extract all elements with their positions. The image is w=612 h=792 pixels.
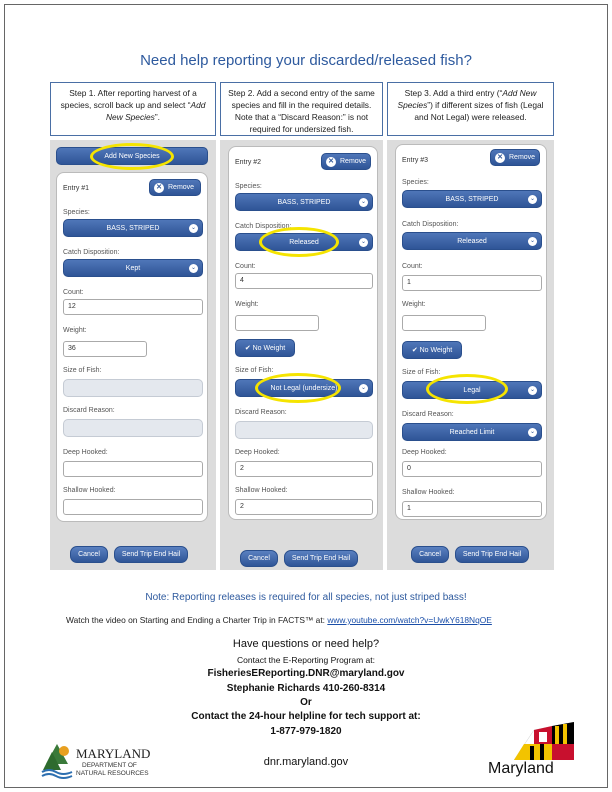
chevron-down-icon: ⌄ — [360, 385, 367, 391]
reason-select[interactable] — [235, 421, 373, 439]
entry-card-2 — [228, 146, 378, 520]
dnr-sub2: NATURAL RESOURCES — [76, 770, 149, 777]
weight-input[interactable] — [402, 315, 486, 331]
count-label: Count: — [402, 263, 423, 270]
cancel-button[interactable]: Cancel — [411, 546, 449, 563]
chevron-down-icon: ⌄ — [529, 238, 536, 244]
send-trip-end-hail-button[interactable]: Send Trip End Hail — [284, 550, 358, 567]
shallow-hooked-input[interactable]: 2 — [235, 499, 373, 515]
reason-label: Discard Reason: — [402, 411, 454, 418]
reason-label: Discard Reason: — [63, 407, 115, 414]
deep-hooked-label: Deep Hooked: — [235, 449, 280, 456]
contact-question: Have questions or need help? — [232, 638, 380, 650]
species-label: Species: — [63, 209, 90, 216]
dnr-name: MARYLAND — [76, 746, 151, 761]
chevron-down-icon: ⌄ — [529, 429, 536, 435]
highlight-released — [259, 227, 339, 257]
species-select[interactable]: BASS, STRIPED ⌄ — [235, 193, 373, 211]
contact-person: Stephanie Richards 410-260-8314 — [226, 683, 386, 694]
shallow-hooked-label: Shallow Hooked: — [402, 489, 455, 496]
deep-hooked-input[interactable] — [63, 461, 203, 477]
count-input[interactable]: 12 — [63, 299, 203, 315]
weight-label: Weight: — [235, 301, 259, 308]
disposition-label: Catch Disposition: — [402, 221, 459, 228]
highlight-legal — [426, 374, 508, 404]
close-icon: ✕ — [495, 153, 505, 163]
shallow-hooked-input[interactable] — [63, 499, 203, 515]
maryland-logo — [486, 722, 578, 782]
chevron-down-icon: ⌄ — [190, 265, 197, 271]
reason-select[interactable]: Reached Limit ⌄ — [402, 423, 542, 441]
video-link[interactable]: www.youtube.com/watch?v=UwkY618NqOE — [327, 615, 492, 625]
entry-card-3 — [395, 144, 547, 520]
entry-label: Entry #2 — [235, 159, 262, 166]
weight-label: Weight: — [402, 301, 426, 308]
step-2: Step 2. Add a second entry of the same species and fill in the required details. Note that a “Discard Reason:” is not required for undersized fish. — [220, 82, 383, 136]
deep-hooked-label: Deep Hooked: — [63, 449, 108, 456]
size-label: Size of Fish: — [235, 367, 274, 374]
screen-2 — [220, 140, 383, 570]
disposition-label: Catch Disposition: — [63, 249, 120, 256]
send-trip-end-hail-button[interactable]: Send Trip End Hail — [455, 546, 529, 563]
count-label: Count: — [63, 289, 84, 296]
no-weight-toggle[interactable]: ✔ No Weight — [235, 339, 295, 357]
reason-label: Discard Reason: — [235, 409, 287, 416]
helpline-line: Contact the 24-hour helpline for tech support at: — [191, 711, 421, 722]
maryland-flag-icon — [514, 722, 574, 760]
close-icon: ✕ — [154, 183, 164, 193]
size-label: Size of Fish: — [402, 369, 441, 376]
entry-label: Entry #3 — [402, 157, 429, 164]
contact-email[interactable]: FisheriesEReporting.DNR@maryland.gov — [207, 668, 405, 679]
size-select[interactable]: Not Legal (undersize) ⌄ — [235, 379, 373, 397]
size-select[interactable]: Legal ⌄ — [402, 381, 542, 399]
helpline-phone: 1-877-979-1820 — [270, 726, 342, 737]
species-select[interactable]: BASS, STRIPED ⌄ — [63, 219, 203, 237]
chevron-down-icon: ⌄ — [529, 196, 536, 202]
dnr-sub1: DEPARTMENT OF — [82, 762, 137, 769]
chevron-down-icon: ⌄ — [529, 387, 536, 393]
entry-card-1 — [56, 172, 208, 522]
cancel-button[interactable]: Cancel — [70, 546, 108, 563]
shallow-hooked-label: Shallow Hooked: — [235, 487, 288, 494]
count-label: Count: — [235, 263, 256, 270]
remove-button[interactable]: ✕ Remove — [321, 153, 371, 170]
screen-1 — [50, 140, 216, 570]
disposition-select[interactable]: Released ⌄ — [235, 233, 373, 251]
remove-button[interactable]: ✕ Remove — [149, 179, 201, 196]
website[interactable]: dnr.maryland.gov — [263, 756, 349, 768]
disposition-label: Catch Disposition: — [235, 223, 292, 230]
step-3: Step 3. Add a third entry (“Add New Species”) if different sizes of fish (Legal and Not Legal) were released. — [387, 82, 554, 136]
video-line: Watch the video on Starting and Ending a Charter Trip in FACTS™ at: www.youtube.com/watch?v=UwkY618NqOE — [66, 615, 492, 625]
cancel-button[interactable]: Cancel — [240, 550, 278, 567]
add-new-species-button[interactable]: Add New Species — [56, 147, 208, 165]
size-select[interactable] — [63, 379, 203, 397]
reason-select[interactable] — [63, 419, 203, 437]
deep-hooked-input[interactable]: 0 — [402, 461, 542, 477]
close-icon: ✕ — [326, 157, 336, 167]
no-weight-toggle[interactable]: ✔ No Weight — [402, 341, 462, 359]
note: Note: Reporting releases is required for all species, not just striped bass! — [145, 592, 467, 603]
deep-hooked-input[interactable]: 2 — [235, 461, 373, 477]
weight-input[interactable]: 36 — [63, 341, 147, 357]
page-title: Need help reporting your discarded/released fish? — [140, 52, 472, 69]
species-label: Species: — [402, 179, 429, 186]
count-input[interactable]: 4 — [235, 273, 373, 289]
step-1: Step 1. After reporting harvest of a species, scroll back up and select “Add New Species”. — [50, 82, 216, 136]
disposition-select[interactable]: Released ⌄ — [402, 232, 542, 250]
maryland-wordmark: Maryland — [488, 760, 554, 777]
contact-line: Contact the E-Reporting Program at: — [237, 655, 375, 665]
disposition-select[interactable]: Kept ⌄ — [63, 259, 203, 277]
chevron-down-icon: ⌄ — [360, 239, 367, 245]
remove-button[interactable]: ✕ Remove — [490, 149, 540, 166]
weight-label: Weight: — [63, 327, 87, 334]
highlight-not-legal — [255, 373, 341, 403]
highlight-add-species — [90, 143, 174, 170]
shallow-hooked-input[interactable]: 1 — [402, 501, 542, 517]
contact-or: Or — [300, 697, 312, 708]
chevron-down-icon: ⌄ — [360, 199, 367, 205]
entry-label: Entry #1 — [63, 185, 90, 192]
weight-input[interactable] — [235, 315, 319, 331]
size-label: Size of Fish: — [63, 367, 102, 374]
chevron-down-icon: ⌄ — [190, 225, 197, 231]
send-trip-end-hail-button[interactable]: Send Trip End Hail — [114, 546, 188, 563]
count-input[interactable]: 1 — [402, 275, 542, 291]
species-label: Species: — [235, 183, 262, 190]
shallow-hooked-label: Shallow Hooked: — [63, 487, 116, 494]
screen-3 — [387, 140, 554, 570]
species-select[interactable]: BASS, STRIPED ⌄ — [402, 190, 542, 208]
deep-hooked-label: Deep Hooked: — [402, 449, 447, 456]
